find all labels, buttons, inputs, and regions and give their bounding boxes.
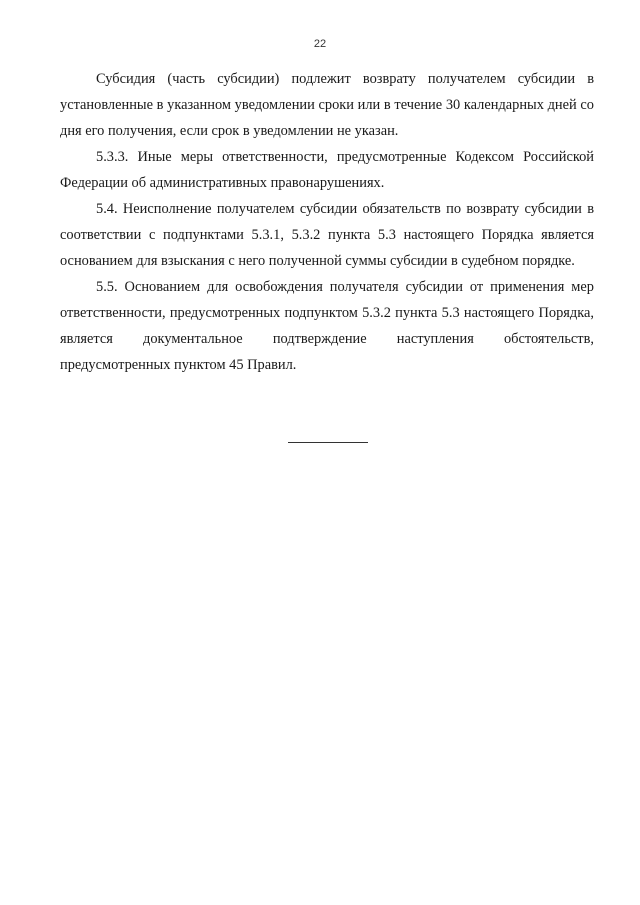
document-body	[60, 66, 594, 378]
paragraph-5-3-3: 5.3.3. Иные меры ответственности, предусмотренные Кодексом Российской Федерации об административных правонарушениях.	[60, 149, 594, 191]
paragraph-5-5: 5.5. Основанием для освобождения получателя субсидии от применения мер ответственности, предусмотренных подпунктом 5.3.2 пункта 5.3 настоящего Порядка, является документальное подтверждение наступления обстоятельств, предусмотренных пунктом 45 Правил.	[60, 279, 594, 373]
page-number: 22	[313, 38, 327, 50]
paragraph-subsidy-return: Субсидия (часть субсидии) подлежит возврату получателем субсидии в установленные в указанном уведомлении сроки или в течение 30 календарных дней со дня его получения, если срок в уведомлении не указан.	[60, 71, 594, 139]
paragraph-5-4: 5.4. Неисполнение получателем субсидии обязательств по возврату субсидии в соответствии с подпунктами 5.3.1, 5.3.2 пункта 5.3 настоящего Порядка является основанием для взыскания с него полученной суммы субсидии в судебном порядке.	[60, 201, 594, 269]
closing-divider	[288, 442, 368, 443]
